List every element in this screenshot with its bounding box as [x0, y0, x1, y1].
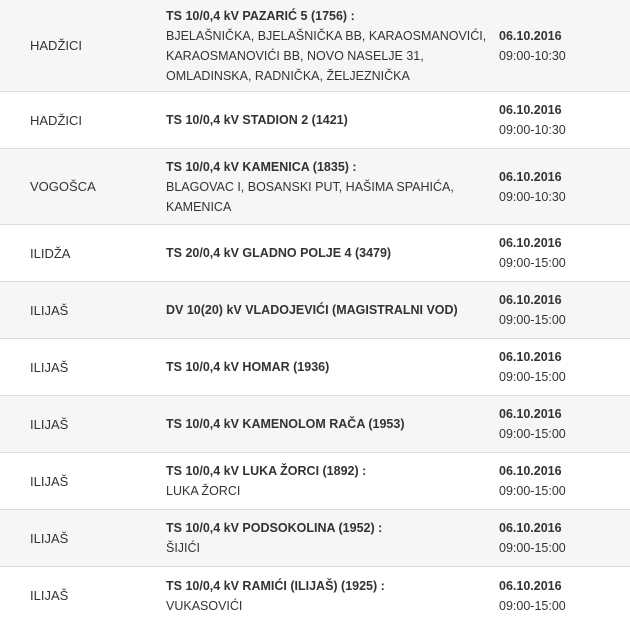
date-cell — [499, 339, 619, 395]
area-label: ILIJAŠ — [30, 530, 69, 546]
description-cell — [166, 149, 491, 224]
table-row — [0, 567, 630, 624]
description-cell — [166, 92, 491, 148]
date-cell — [499, 282, 619, 338]
outage-time: 09:00-15:00 — [499, 541, 566, 555]
outage-date: 06.10.2016 — [499, 407, 562, 421]
area-label: ILIDŽA — [30, 245, 71, 261]
outage-time: 09:00-15:00 — [499, 598, 566, 613]
streets-list: BLAGOVAC I, BOSANSKI PUT, HAŠIMA SPAHIĆA, KAMENICA — [166, 179, 454, 214]
area-cell — [30, 149, 160, 224]
area-cell — [30, 510, 160, 566]
area-label: HADŽICI — [30, 112, 82, 128]
date-cell — [499, 453, 619, 509]
outage-date: 06.10.2016 — [499, 464, 562, 478]
area-cell — [30, 396, 160, 452]
table-row — [0, 149, 630, 225]
date-cell — [499, 92, 619, 148]
table-row — [0, 92, 630, 149]
outage-time: 09:00-10:30 — [499, 123, 566, 137]
streets-list: BJELAŠNIČKA, BJELAŠNIČKA BB, KARAOSMANOVIĆI, KARAOSMANOVIĆI BB, NOVO NASELJE 31, OMLADINSKA, RADNIČKA, ŽELJEZNIČKA — [166, 28, 487, 83]
description-cell — [166, 0, 491, 91]
outage-date: 06.10.2016 — [499, 521, 562, 535]
outage-time: 09:00-15:00 — [499, 370, 566, 384]
outage-date: 06.10.2016 — [499, 103, 562, 117]
station-name: TS 10/0,4 kV PODSOKOLINA (1952) : — [166, 521, 383, 535]
table-row — [0, 510, 630, 567]
outage-time: 09:00-15:00 — [499, 484, 566, 498]
date-cell — [499, 396, 619, 452]
area-label: ILIJAŠ — [30, 302, 69, 318]
table-row — [0, 225, 630, 282]
station-name: TS 20/0,4 kV GLADNO POLJE 4 (3479) — [166, 246, 392, 260]
station-name: TS 10/0,4 kV KAMENOLOM RAČA (1953) — [166, 417, 405, 431]
station-name: TS 10/0,4 kV RAMIĆI (ILIJAŠ) (1925) : — [166, 578, 385, 593]
outage-date: 06.10.2016 — [499, 350, 562, 364]
description-cell — [166, 339, 491, 395]
station-name: TS 10/0,4 kV KAMENICA (1835) : — [166, 159, 357, 174]
area-cell — [30, 339, 160, 395]
area-label: HADŽICI — [30, 38, 82, 53]
area-label: ILIJAŠ — [30, 416, 69, 432]
table-row — [0, 0, 630, 92]
table-row — [0, 453, 630, 510]
station-name: TS 10/0,4 kV PAZARIĆ 5 (1756) : — [166, 8, 355, 23]
station-name: DV 10(20) kV VLADOJEVIĆI (MAGISTRALNI VOD) — [166, 303, 458, 317]
description-cell — [166, 396, 491, 452]
outage-date: 06.10.2016 — [499, 236, 562, 250]
outage-time: 09:00-15:00 — [499, 313, 566, 327]
outage-time: 09:00-15:00 — [499, 256, 566, 270]
date-cell — [499, 149, 619, 224]
date-cell — [499, 0, 619, 91]
outage-time: 09:00-10:30 — [499, 189, 566, 204]
outage-time: 09:00-10:30 — [499, 48, 566, 63]
outage-time: 09:00-15:00 — [499, 427, 566, 441]
outage-date: 06.10.2016 — [499, 578, 562, 593]
table-row — [0, 282, 630, 339]
station-name: TS 10/0,4 kV STADION 2 (1421) — [166, 113, 348, 127]
station-name: TS 10/0,4 kV HOMAR (1936) — [166, 360, 330, 374]
area-cell — [30, 453, 160, 509]
description-cell — [166, 282, 491, 338]
area-cell — [30, 92, 160, 148]
area-label: ILIJAŠ — [30, 588, 69, 603]
outage-date: 06.10.2016 — [499, 169, 562, 184]
area-label: ILIJAŠ — [30, 473, 69, 489]
description-cell — [166, 510, 491, 566]
description-cell — [166, 567, 491, 624]
description-cell — [166, 225, 491, 281]
streets-list: VUKASOVIĆI — [166, 598, 243, 613]
date-cell — [499, 567, 619, 624]
station-name: TS 10/0,4 kV LUKA ŽORCI (1892) : — [166, 464, 367, 478]
area-label: ILIJAŠ — [30, 359, 69, 375]
area-cell — [30, 0, 160, 91]
streets-list: LUKA ŽORCI — [166, 484, 241, 498]
date-cell — [499, 225, 619, 281]
table-row — [0, 339, 630, 396]
area-cell — [30, 567, 160, 624]
date-cell — [499, 510, 619, 566]
area-cell — [30, 225, 160, 281]
table-row — [0, 396, 630, 453]
outage-date: 06.10.2016 — [499, 28, 562, 43]
area-label: VOGOŠCA — [30, 179, 96, 194]
outage-date: 06.10.2016 — [499, 293, 562, 307]
streets-list: ŠIJIĆI — [166, 541, 201, 555]
description-cell — [166, 453, 491, 509]
area-cell — [30, 282, 160, 338]
